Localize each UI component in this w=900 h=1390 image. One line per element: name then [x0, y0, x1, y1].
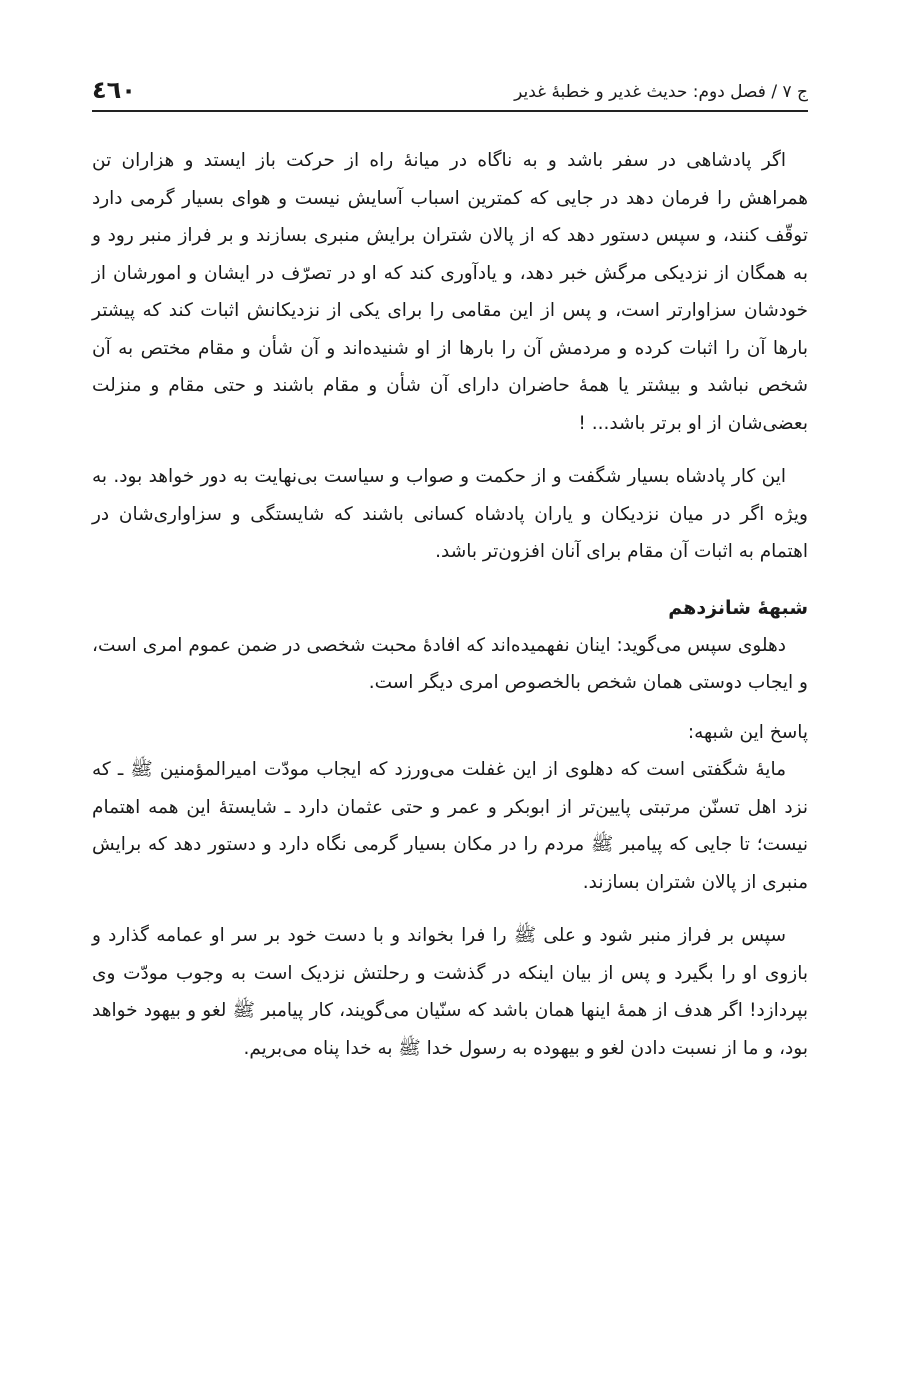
answer-label: پاسخ این شبهه: [687, 721, 808, 743]
page-header [92, 62, 808, 112]
paragraph-4: مایهٔ شگفتی است که دهلوی از این غفلت می‌ورزد که ایجاب مودّت امیرالمؤمنین ﷺ ـ که نزد اهل تسنّن مرتبتی پایین‌تر از ابوبکر و عمر و حتی عثمان دارد ـ شایستهٔ این همه اهتمام نیست؛ تا جایی که پیامبر ﷺ مردم را در مکان بسیار گرمی نگاه دارد و دستور دهد که برایش منبری از پالان شتران بسازند. [92, 759, 808, 893]
paragraph-5: سپس بر فراز منبر شود و علی ﷺ را فرا بخواند و با دست خود بر سر او عمامه گذارد و بازوی او را بگیرد و پس از بیان اینکه در گذشت و رحلتش نزدیک است به وجوب مودّت وی بپردازد! اگر هدف از همهٔ اینها همان باشد که سنّیان می‌گویند، کار پیامبر ﷺ لغو و بیهود خواهد بود، و ما از نسبت دادن لغو و بیهوده به رسول خدا ﷺ به خدا پناه می‌بریم. [92, 925, 808, 1059]
paragraph-1: اگر پادشاهی در سفر باشد و به ناگاه در میانهٔ راه از حرکت باز ایستد و هزاران تن همراهش را فرمان دهد در جایی که کمترین اسباب آسایش نیست و هوای بسیار گرمی دارد توقّف کنند، و سپس دستور دهد که از پالان شتران برایش منبری بسازند و بر فراز منبر رود و به همگان از نزدیکی مرگش خبر دهد، و یادآوری کند که او در تصرّف در ایشان و امورشان از خودشان سزاوارتر است، و پس از این مقامی را برای یکی از نزدیکانش اثبات کند که پیشتر بارها آن را اثبات کرده و مردمش آن را بارها از او شنیده‌اند و آن شأن و مقام مختص به آن شخص نباشد و بیشتر یا همهٔ حاضران دارای آن شأن و مقام باشند و حتی مقام و منزلت بعضی‌شان از او برتر باشد... ! [92, 150, 808, 434]
paragraph-3: دهلوی سپس می‌گوید: اینان نفهمیده‌اند که افادهٔ محبت شخصی در ضمن عموم امری است، و ایجاب دوستی همان شخص بالخصوص امری دیگر است. [92, 634, 808, 693]
page-body [92, 142, 808, 1067]
page-number: ٤٦٠ [92, 76, 136, 104]
section-heading: شبههٔ شانزدهم [668, 596, 808, 619]
book-page [92, 62, 808, 1083]
paragraph-2: این کار پادشاه بسیار شگفت و از حکمت و صواب و سیاست بی‌نهایت به دور خواهد بود. به ویژه اگر در میان نزدیکان و یاران پادشاه کسانی باشند که شایستگی و سزاواری‌شان در اهتمام به اثبات آن مقام برای آنان افزون‌تر باشد. [92, 466, 808, 562]
running-head: ج ۷ / فصل دوم: حدیث غدیر و خطبهٔ غدیر [514, 82, 808, 102]
